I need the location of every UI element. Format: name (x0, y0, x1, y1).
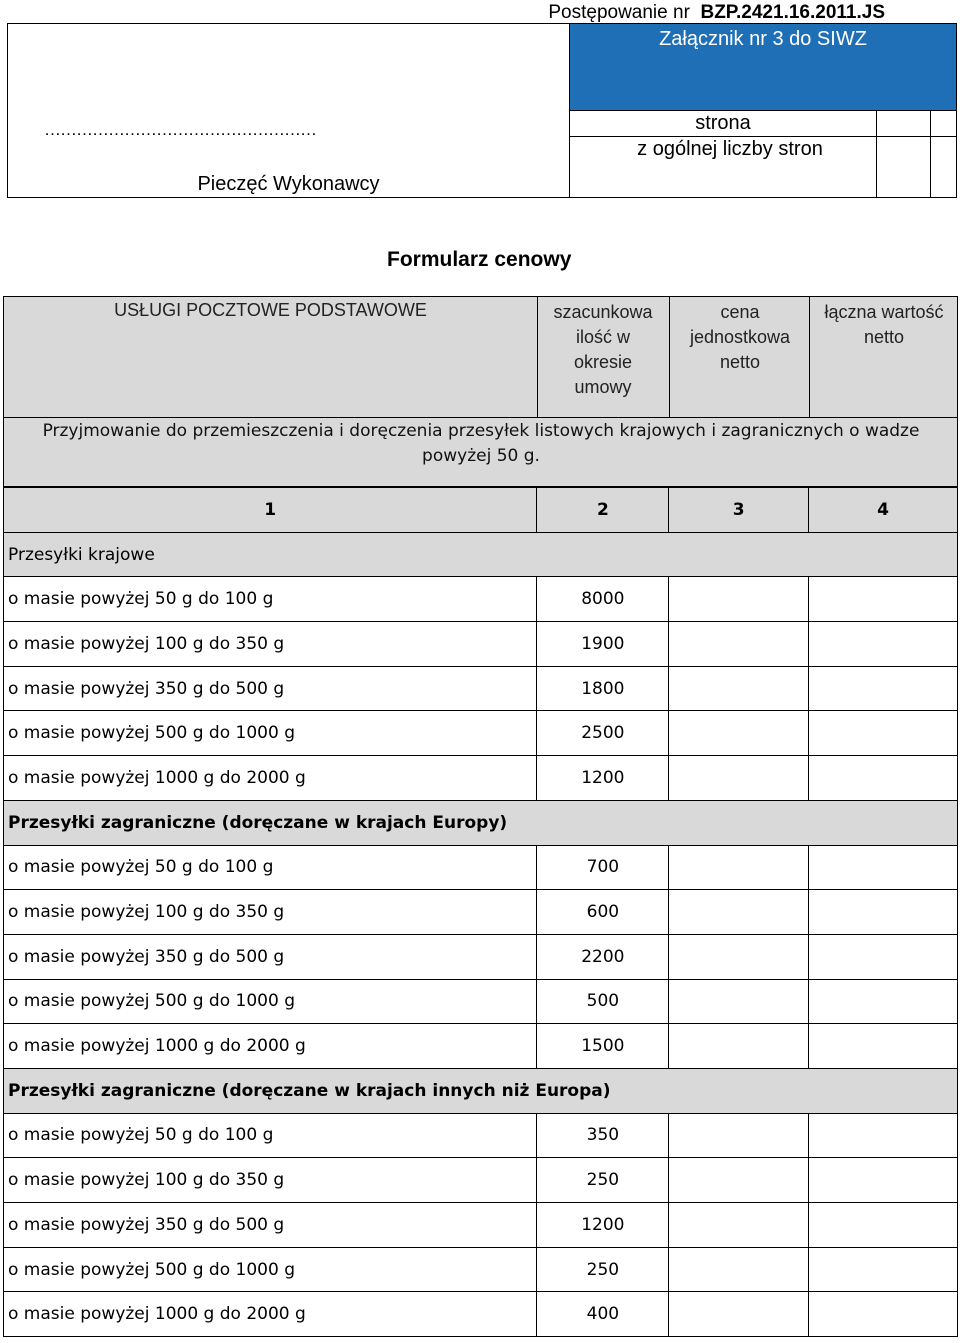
table-row (4, 577, 958, 622)
total-value-cell[interactable] (809, 1203, 958, 1248)
unit-price-cell[interactable] (669, 1203, 809, 1248)
price-table (3, 487, 958, 1337)
total-value-cell[interactable] (809, 845, 958, 890)
attachment-label: Załącznik nr 3 do SIWZ (659, 28, 867, 50)
row-description: o masie powyżej 1000 g do 2000 g (4, 1024, 537, 1069)
section-header-row (4, 800, 958, 845)
header-services: USŁUGI POCZTOWE PODSTAWOWE (114, 300, 427, 320)
row-description: o masie powyżej 1000 g do 2000 g (4, 1292, 537, 1337)
row-quantity: 1200 (537, 1203, 669, 1248)
header-quantity: szacunkowa ilość w okresie umowy (553, 302, 653, 397)
stamp-area (8, 24, 569, 197)
row-quantity: 2200 (537, 934, 669, 979)
pages-grid-hline-mid (570, 136, 956, 137)
total-pages-label: z ogólnej liczby stron (637, 138, 823, 160)
table-row (4, 934, 958, 979)
row-quantity: 1900 (537, 622, 669, 667)
table-row (4, 622, 958, 667)
row-description: o masie powyżej 50 g do 100 g (4, 1113, 537, 1158)
row-description: o masie powyżej 50 g do 100 g (4, 577, 537, 622)
table-row (4, 1024, 958, 1069)
table-row (4, 979, 958, 1024)
section-header-row (4, 532, 958, 577)
total-value-cell[interactable] (809, 979, 958, 1024)
total-value-cell[interactable] (809, 1113, 958, 1158)
unit-price-cell[interactable] (669, 666, 809, 711)
column-number-2: 2 (537, 488, 669, 533)
row-description: o masie powyżej 500 g do 1000 g (4, 1247, 537, 1292)
row-description: o masie powyżej 1000 g do 2000 g (4, 756, 537, 801)
table-row (4, 1247, 958, 1292)
column-number-row (4, 488, 958, 533)
header-vline-4 (809, 296, 810, 418)
unit-price-cell[interactable] (669, 934, 809, 979)
unit-price-cell[interactable] (669, 622, 809, 667)
procedure-number: BZP.2421.16.2011.JS (700, 2, 885, 23)
row-quantity: 1800 (537, 666, 669, 711)
row-description: o masie powyżej 350 g do 500 g (4, 934, 537, 979)
header-total-value: łączna wartość netto (824, 302, 944, 347)
unit-price-cell[interactable] (669, 1113, 809, 1158)
service-banner-text: Przyjmowanie do przemieszczenia i doręczenia przesyłek listowych krajowych i zagranicznych o wadze powyżej 50 g. (42, 421, 920, 466)
header-vline-3 (669, 296, 670, 418)
page-number-label: strona (695, 112, 751, 134)
procedure-label: Postępowanie nr (548, 2, 690, 23)
total-value-cell[interactable] (809, 666, 958, 711)
table-row (4, 1292, 958, 1337)
pages-grid-hline-top (570, 110, 956, 111)
column-number-3: 3 (669, 488, 809, 533)
stamp-dots: …………………………………………… (44, 120, 316, 139)
procedure-number-line (0, 2, 885, 24)
row-description: o masie powyżej 500 g do 1000 g (4, 711, 537, 756)
row-quantity: 1500 (537, 1024, 669, 1069)
row-quantity: 1200 (537, 756, 669, 801)
table-row (4, 1113, 958, 1158)
header-vline-2 (537, 296, 538, 418)
unit-price-cell[interactable] (669, 845, 809, 890)
section-title: Przesyłki zagraniczne (doręczane w krajach Europy) (4, 800, 958, 845)
unit-price-cell[interactable] (669, 577, 809, 622)
price-table-body (4, 488, 958, 1337)
column-number-4: 4 (809, 488, 958, 533)
row-quantity: 8000 (537, 577, 669, 622)
row-quantity: 600 (537, 890, 669, 935)
row-description: o masie powyżej 500 g do 1000 g (4, 979, 537, 1024)
table-row (4, 1203, 958, 1248)
unit-price-cell[interactable] (669, 711, 809, 756)
pages-grid-vline-2 (930, 110, 931, 197)
row-description: o masie powyżej 100 g do 350 g (4, 890, 537, 935)
row-description: o masie powyżej 100 g do 350 g (4, 622, 537, 667)
row-description: o masie powyżej 350 g do 500 g (4, 666, 537, 711)
total-value-cell[interactable] (809, 890, 958, 935)
total-value-cell[interactable] (809, 1247, 958, 1292)
row-description: o masie powyżej 100 g do 350 g (4, 1158, 537, 1203)
attachment-panel (570, 24, 956, 110)
unit-price-cell[interactable] (669, 1247, 809, 1292)
stamp-label: Pieczęć Wykonawcy (197, 173, 380, 195)
row-quantity: 350 (537, 1113, 669, 1158)
section-header-row (4, 1068, 958, 1113)
total-value-cell[interactable] (809, 622, 958, 667)
total-value-cell[interactable] (809, 711, 958, 756)
unit-price-cell[interactable] (669, 979, 809, 1024)
table-row (4, 711, 958, 756)
column-number-1: 1 (4, 488, 537, 533)
total-value-cell[interactable] (809, 1292, 958, 1337)
total-value-cell[interactable] (809, 934, 958, 979)
table-row (4, 890, 958, 935)
row-quantity: 250 (537, 1158, 669, 1203)
row-description: o masie powyżej 50 g do 100 g (4, 845, 537, 890)
unit-price-cell[interactable] (669, 756, 809, 801)
row-quantity: 700 (537, 845, 669, 890)
row-quantity: 500 (537, 979, 669, 1024)
table-row (4, 845, 958, 890)
total-value-cell[interactable] (809, 577, 958, 622)
row-quantity: 400 (537, 1292, 669, 1337)
unit-price-cell[interactable] (669, 1158, 809, 1203)
unit-price-cell[interactable] (669, 890, 809, 935)
table-row (4, 756, 958, 801)
unit-price-cell[interactable] (669, 1024, 809, 1069)
table-row (4, 1158, 958, 1203)
total-value-cell[interactable] (809, 756, 958, 801)
pages-grid (570, 110, 956, 197)
section-title: Przesyłki zagraniczne (doręczane w krajach innych niż Europa) (4, 1068, 958, 1113)
form-title: Formularz cenowy (387, 248, 572, 271)
total-value-cell[interactable] (809, 1024, 958, 1069)
row-description: o masie powyżej 350 g do 500 g (4, 1203, 537, 1248)
table-row (4, 666, 958, 711)
header-unit-price: cena jednostkowa netto (689, 302, 791, 372)
section-title: Przesyłki krajowe (4, 532, 958, 577)
row-quantity: 2500 (537, 711, 669, 756)
total-value-cell[interactable] (809, 1158, 958, 1203)
unit-price-cell[interactable] (669, 1292, 809, 1337)
row-quantity: 250 (537, 1247, 669, 1292)
